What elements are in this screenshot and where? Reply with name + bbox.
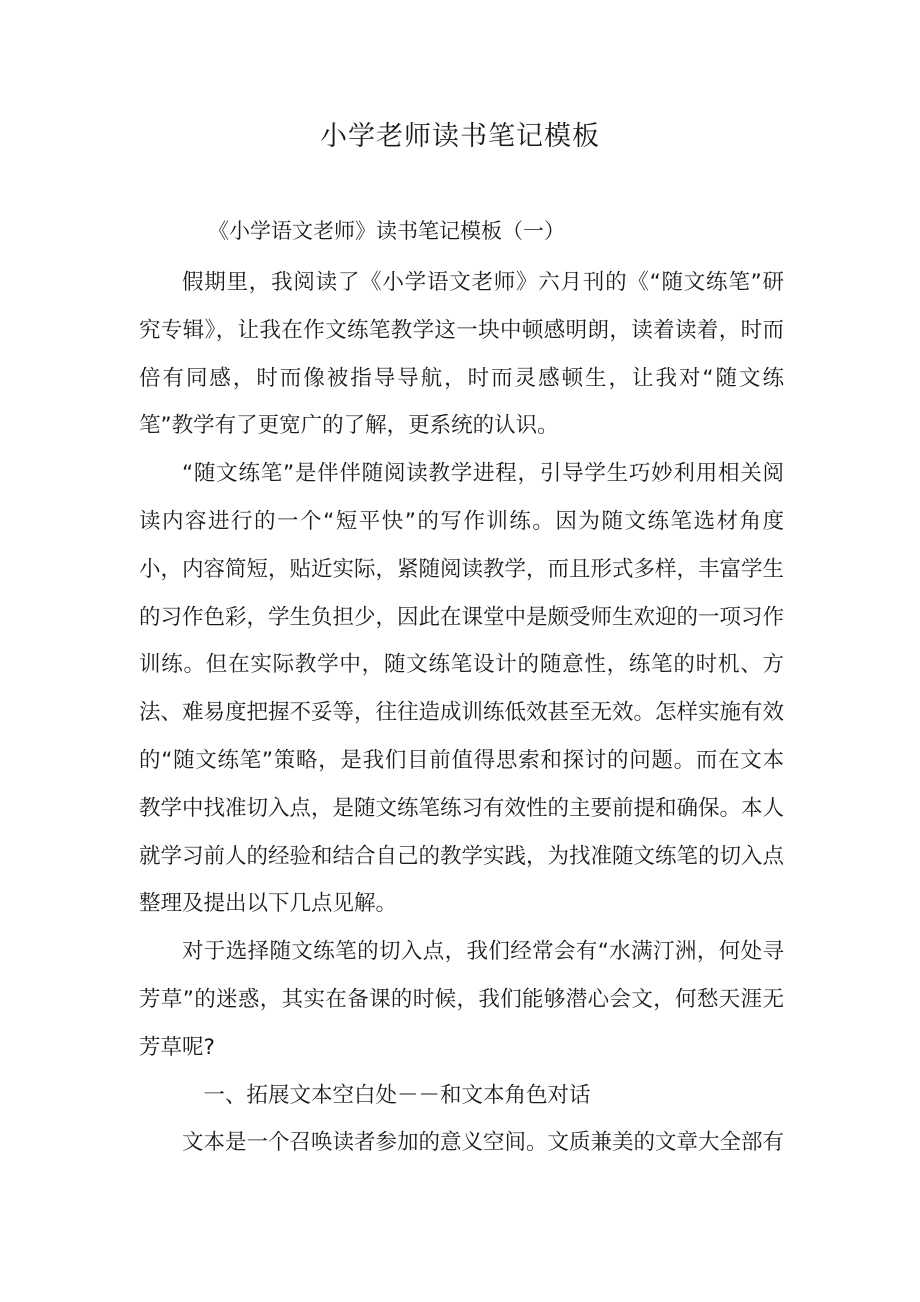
paragraph-definition: “随文练笔”是伴伴随阅读教学进程，引导学生巧妙利用相关阅读内容进行的一个“短平快”的写作训练。因为随文练笔选材角度小，内容简短，贴近实际，紧随阅读教学，而且形式多样，丰富学生的习作色彩，学生负担少，因此在课堂中是颇受师生欢迎的一项习作训练。但在实际教学中，随文练笔设计的随意性，练笔的时机、方法、难易度把握不妥等，往往造成训练低效甚至无效。怎样实施有效的“随文练笔”策略，是我们目前值得思索和探讨的问题。而在文本教学中找准切入点，是随文练笔练习有效性的主要前提和确保。本人就学习前人的经验和结合自己的教学实践，为找准随文练笔的切入点整理及提出以下几点见解。 xyxy=(139,461,785,917)
paragraph-intro: 假期里，我阅读了《小学语文老师》六月刊的《“随文练笔”研究专辑》，让我在作文练笔教学这一块中顿感明朗，读着读着，时而倍有同感，时而像被指导导航，时而灵感顿生，让我对“随文练笔”教学有了更宽广的了解，更系统的认识。 xyxy=(139,270,784,439)
section-heading-1: 一、拓展文本空白处－－和文本角色对话 xyxy=(203,1082,591,1108)
paragraph-text-space: 文本是一个召唤读者参加的意义空间。文质兼美的文章大全部有 xyxy=(182,1130,785,1156)
paragraph-entry-point: 对于选择随文练笔的切入点，我们经常会有“水满汀洲，何处寻芳草”的迷惑，其实在备课的时候，我们能够潜心会文，何愁天涯无芳草呢? xyxy=(139,939,784,1060)
document-title: 小学老师读书笔记模板 xyxy=(320,121,600,152)
document-subtitle: 《小学语文老师》读书笔记模板（一） xyxy=(208,219,565,243)
document-body xyxy=(139,259,784,1167)
